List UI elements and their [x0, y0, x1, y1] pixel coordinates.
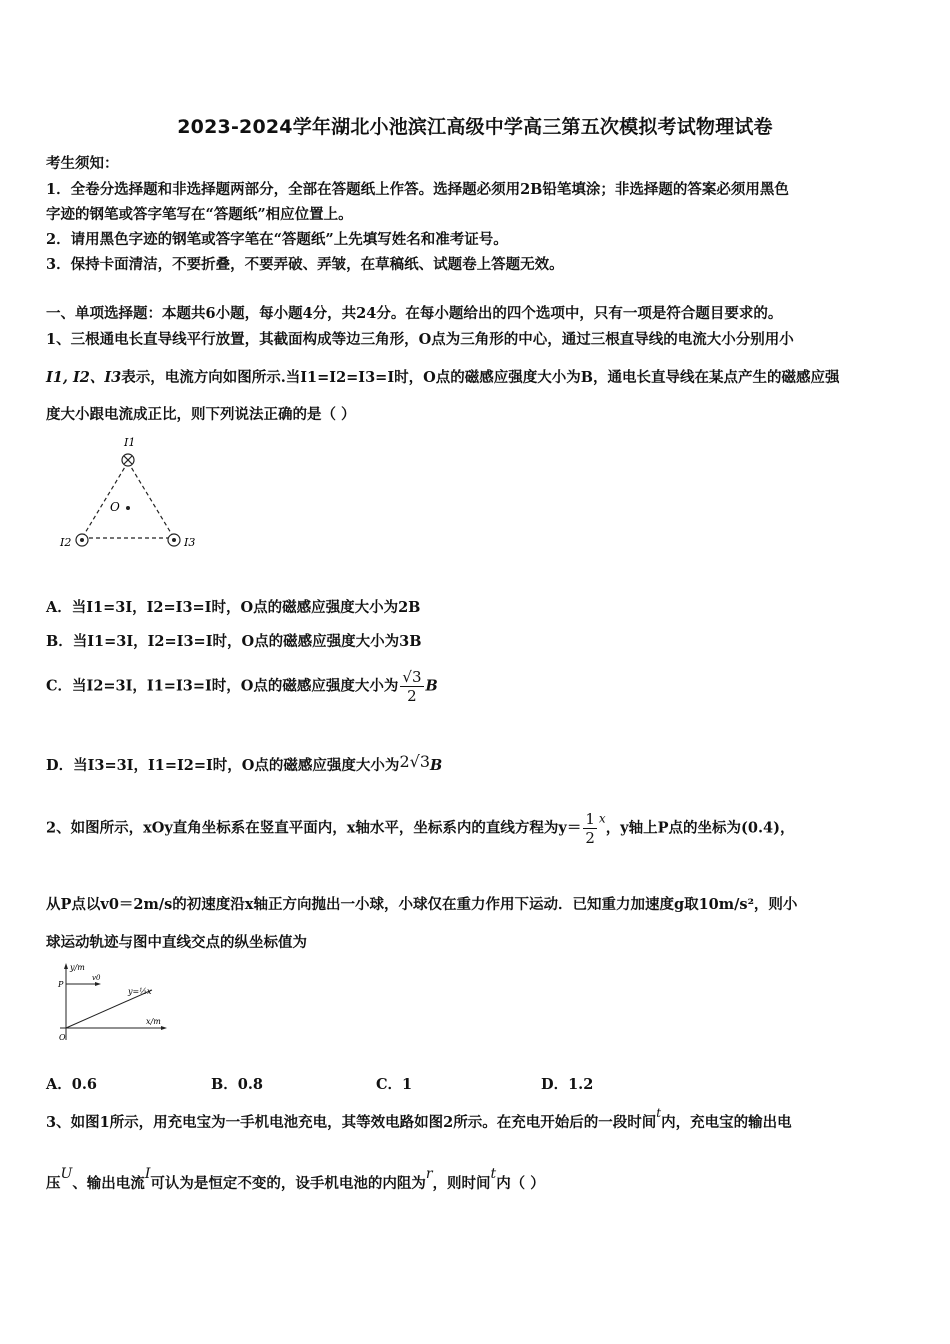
q3-var-i: I: [144, 1166, 151, 1182]
fraction-numerator: 1: [585, 810, 595, 828]
section-heading: 一、单项选择题：本题共6小题，每小题4分，共24分。在每小题给出的四个选项中，只有一项是符合题目要求的。: [46, 305, 783, 322]
q1-option-d[interactable]: [46, 752, 442, 775]
q3-var-t2: t: [490, 1166, 497, 1182]
q3-line2: [46, 1166, 545, 1193]
q1-option-c-unit: B: [425, 677, 438, 695]
wire-dot-icon-right: [168, 534, 180, 546]
q2-line2: 从P点以v0＝2m/s的初速度沿x轴正方向抛出一小球，小球仅在重力作用下运动．已知重力加速度g取10m/s²，则小: [46, 896, 798, 913]
q3-var-u: U: [60, 1166, 73, 1182]
x-axis-label: x/m: [146, 1017, 161, 1026]
q2-line1-text: 2、如图所示，xOy直角坐标系在竖直平面内，x轴水平，坐标系内的直线方程为y＝: [46, 819, 582, 837]
q3-text-a: 压: [46, 1175, 61, 1192]
q2-fraction: [583, 810, 597, 847]
q2-line1: [46, 810, 794, 847]
q2-option-b[interactable]: B．0.8: [211, 1076, 263, 1093]
q1-line3: 度大小跟电流成正比，则下列说法正确的是（ ）: [46, 406, 356, 423]
q3-text-b: 、输出电流: [72, 1175, 145, 1192]
q1-currents: I1, I2、I3: [46, 369, 122, 386]
fraction-numerator: √3: [402, 668, 422, 686]
q1-line2: [46, 366, 840, 387]
q2-option-d[interactable]: D．1.2: [541, 1076, 594, 1093]
q3-text-d: ，则时间: [432, 1175, 491, 1192]
v0-label: v0: [92, 974, 101, 982]
q1-option-c-text: C．当I2=3I，I1=I3=I时，O点的磁感应强度大小为: [46, 677, 399, 695]
line-equation: y=½x: [128, 987, 152, 996]
o-label: O: [59, 1033, 66, 1042]
q3-line1: [46, 1106, 792, 1132]
q3-text-e: 内（ ）: [496, 1175, 545, 1192]
notice-item-3: 3．保持卡面清洁，不要折叠，不要弄破、弄皱，在草稿纸、试题卷上答题无效。: [46, 256, 564, 273]
q2-var-x: x: [598, 811, 606, 826]
q1-option-d-text: D．当I3=3I，I1=I2=I时，O点的磁感应强度大小为: [46, 757, 400, 774]
y-axis-label: y/m: [70, 963, 85, 972]
notice-item-1: 1．全卷分选择题和非选择题两部分，全部在答题纸上作答。选择题必须用2B铅笔填涂；非选择题的答案必须用黑色: [46, 181, 789, 198]
q1-option-a[interactable]: A．当I1=3I，I2=I3=I时，O点的磁感应强度大小为2B: [46, 599, 421, 616]
label-i3: I3: [184, 536, 196, 549]
label-i1: I1: [124, 436, 136, 449]
q2-option-c[interactable]: C．1: [376, 1076, 413, 1093]
q3-var-t: t: [656, 1106, 662, 1120]
page-title: 2023-2024学年湖北小池滨江高级中学高三第五次模拟考试物理试卷: [177, 116, 773, 138]
q1-option-b[interactable]: B．当I1=3I，I2=I3=I时，O点的磁感应强度大小为3B: [46, 633, 422, 650]
q2-coordinate-figure: [56, 960, 172, 1046]
q1-option-c[interactable]: [46, 668, 438, 705]
p-label: P: [58, 980, 64, 989]
q2-line3: 球运动轨迹与图中直线交点的纵坐标值为: [46, 934, 307, 951]
q1-line2-text: 表示，电流方向如图所示.当I1=I2=I3=I时，O点的磁感应强度大小为B，通电长直导线在某点产生的磁感应强: [121, 369, 840, 386]
q3-text-c: 可认为是恒定不变的，设手机电池的内阻为: [150, 1175, 426, 1192]
q1-option-c-fraction: [400, 668, 423, 705]
q2-line1-tail: ，y轴上P点的坐标为(0.4)，: [605, 819, 795, 837]
q3-line1-text: 3、如图1所示，用充电宝为一手机电池充电，其等效电路如图2所示。在充电开始后的一段时间: [46, 1114, 657, 1131]
wire-cross-icon: [122, 454, 134, 466]
q1-line1: 1、三根通电长直导线平行放置，其截面构成等边三角形，O点为三角形的中心，通过三根直导线的电流大小分别用小: [46, 331, 794, 348]
q3-line1-tail: 内，充电宝的输出电: [661, 1114, 792, 1131]
label-o: O: [110, 500, 120, 514]
q3-var-r: r: [425, 1166, 433, 1182]
q2-option-a[interactable]: A．0.6: [46, 1076, 97, 1093]
q1-triangle-figure: [58, 434, 208, 556]
wire-dot-icon-left: [76, 534, 88, 546]
q1-option-d-unit: B: [430, 757, 443, 774]
label-i2: I2: [60, 536, 72, 549]
q1-option-d-value: 2√3: [399, 752, 430, 771]
fraction-denominator: 2: [407, 687, 417, 705]
notice-heading: 考生须知：: [46, 155, 119, 172]
fraction-denominator: 2: [585, 829, 595, 847]
notice-item-1-cont: 字迹的钢笔或答字笔写在“答题纸”相应位置上。: [46, 206, 353, 223]
notice-item-2: 2．请用黑色字迹的钢笔或答字笔在“答题纸”上先填写姓名和准考证号。: [46, 231, 508, 248]
